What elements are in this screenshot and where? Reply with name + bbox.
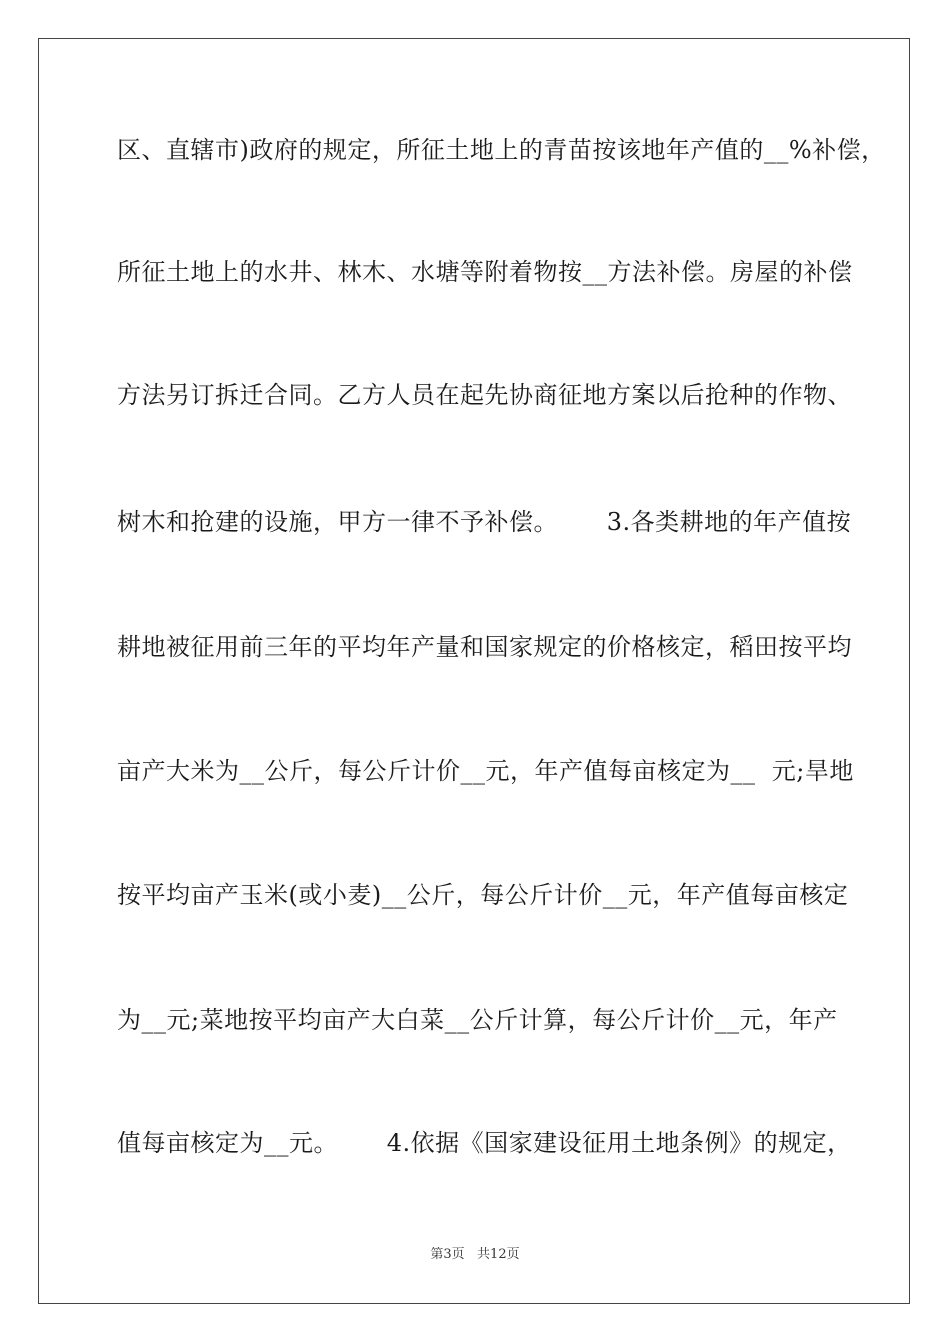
- body-text-line: 亩产大米为__公斤，每公斤计价__元，年产值每亩核定为__ 元;旱地: [117, 757, 854, 785]
- body-text-line: 耕地被征用前三年的平均年产量和国家规定的价格核定，稻田按平均: [117, 633, 852, 661]
- body-text-line: 值每亩核定为__元。 4.依据《国家建设征用土地条例》的规定，: [117, 1129, 852, 1157]
- body-text-line: 按平均亩产玉米(或小麦)__公斤，每公斤计价__元，年产值每亩核定: [117, 881, 849, 909]
- body-text-line: 所征土地上的水井、林木、水塘等附着物按__方法补偿。房屋的补偿: [117, 258, 853, 286]
- body-text-line: 为__元;菜地按平均亩产大白菜__公斤计算，每公斤计价__元，年产: [117, 1006, 838, 1034]
- body-text-line: 树木和抢建的设施，甲方一律不予补偿。 3.各类耕地的年产值按: [117, 508, 852, 536]
- page-border: [38, 38, 910, 1304]
- page-number-footer: 第3页 共12页: [430, 1247, 520, 1262]
- body-text-line: 区、直辖市)政府的规定，所征土地上的青苗按该地年产值的__%补偿，: [117, 136, 886, 164]
- body-text-line: 方法另订拆迁合同。乙方人员在起先协商征地方案以后抢种的作物、: [117, 381, 852, 409]
